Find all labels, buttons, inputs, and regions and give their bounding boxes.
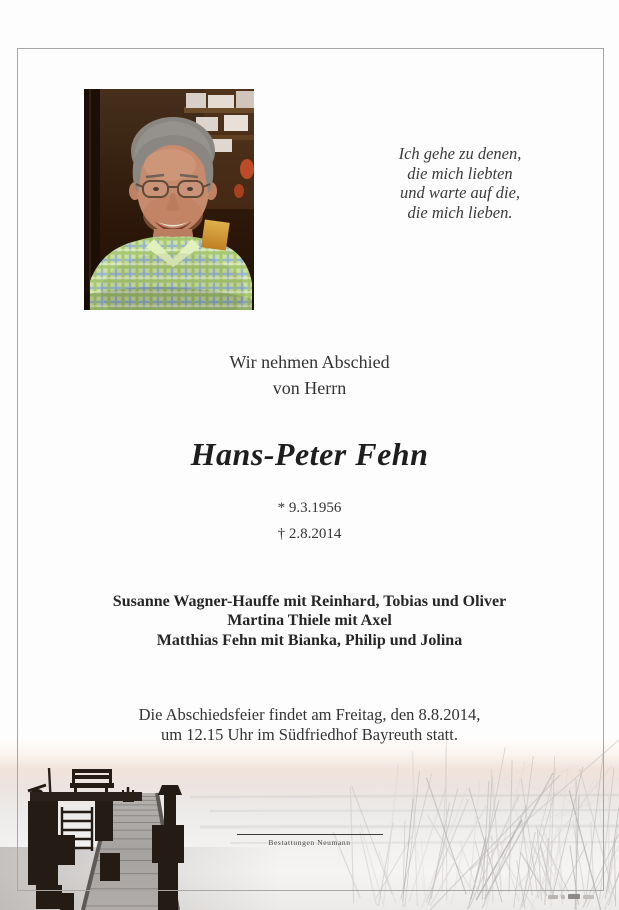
life-dates — [0, 499, 619, 551]
verse-line: und warte auf die, — [399, 183, 521, 202]
funeral-home-name: Bestattungen Neumann — [268, 838, 351, 847]
funeral-home-signature — [0, 834, 619, 847]
verse-line: die mich lieben. — [407, 202, 513, 222]
print-mark — [548, 895, 558, 899]
mourning-family — [0, 592, 619, 650]
portrait-photo — [84, 89, 254, 310]
birth-date: * 9.3.1956 — [277, 500, 342, 516]
print-mark — [583, 895, 594, 899]
print-mark — [561, 895, 565, 899]
portrait-illustration — [84, 89, 254, 310]
family-line: Matthias Fehn mit Bianka, Philip und Jolina — [156, 631, 463, 649]
verse-line: die mich liebten — [407, 163, 513, 183]
pier-lake-scene — [0, 735, 619, 910]
family-line: Susanne Wagner-Hauffe mit Reinhard, Tobias und Oliver — [112, 593, 507, 610]
ceremony-details — [0, 705, 619, 745]
shirt-patch — [201, 219, 230, 250]
signature-divider — [237, 834, 383, 835]
print-mark — [568, 894, 580, 899]
farewell-line: von Herrn — [272, 378, 347, 398]
death-date: † 2.8.2014 — [277, 526, 342, 542]
print-marks — [548, 893, 594, 900]
deceased-name: Hans-Peter Fehn — [190, 436, 429, 472]
verse-line: Ich gehe zu denen, — [398, 144, 522, 163]
ceremony-line: um 12.15 Uhr im Südfriedhof Bayreuth statt. — [161, 725, 458, 744]
farewell-line: Wir nehmen Abschied — [229, 352, 390, 372]
farewell-heading — [0, 349, 619, 401]
family-line: Martina Thiele mit Axel — [227, 612, 392, 630]
memorial-verse — [350, 144, 570, 222]
ceremony-line: Die Abschiedsfeier findet am Freitag, den 8.8.2014, — [138, 705, 481, 724]
